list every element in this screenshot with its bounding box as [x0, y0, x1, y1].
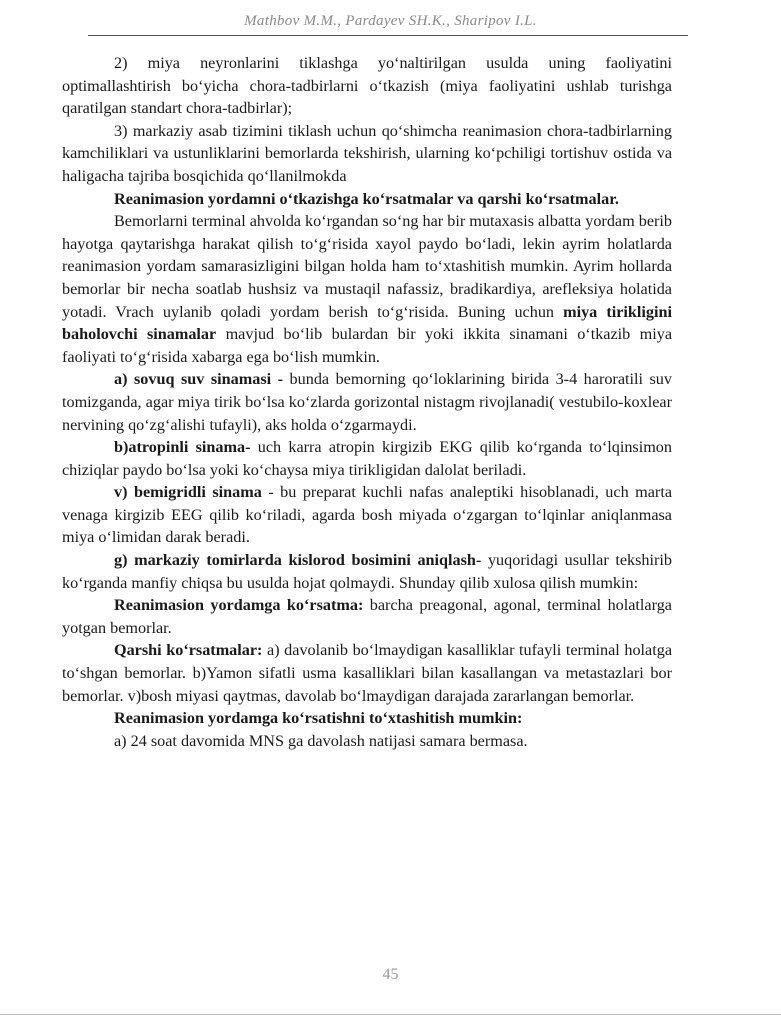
indication-label: Reanimasion yordamga ko‘rsatma:	[114, 596, 364, 615]
list-item-b-text: uch karra atropin kirgizib EKG qilib ko‘rganda to‘lqinsimon chiziqlar paydo bo‘lsa yoki ko‘chaysa miya tirikligidan dalolat beriladi.	[62, 438, 672, 479]
intro-bold-term: miya tirikligini baholovchi sinamalar	[62, 302, 673, 344]
contraindication-text: a) davolanib bo‘lmaydigan kasalliklar tufayli terminal holatga to‘shgan bemorlar. b)Yamon sifatli usma kasalliklari bilan kasallangan va metastazlari bor bemorlar. v)bosh miyasi qaytmas, davolab bo‘lmaydigan darajada zararlangan bemorlar.	[62, 641, 673, 705]
contraindication-label: Qarshi ko‘rsatmalar:	[114, 641, 263, 660]
paragraph-item-3: 3) markaziy asab tizimini tiklash uchun qo‘shimcha reanimasion chora-tadbirlarning kamchiliklari va ustunliklarini bemorlarda tekshirish, ularning ko‘pchiligi tortishuv ostida va haligacha tajriba bosqichida qo‘llanilmokda	[62, 121, 672, 185]
section-heading-stop	[62, 707, 672, 730]
running-header: Mathbov M.M., Pardayev SH.K., Sharipov I.L.	[244, 13, 537, 29]
page-number: 45	[382, 966, 399, 983]
list-item-g-label: g) markaziy tomirlarda kislorod bosimini aniqlash-	[114, 551, 482, 570]
intro-text-start: Bemorlarni terminal ahvolda ko‘rgandan so‘ng har bir mutaxasis albatta yordam berib hayotga qaytarishga harakat qilish to‘g‘risida xayol paydo bo‘ladi, lekin ayrim holatlarda reanimasion yordam samarasizligini bilgan holda ham to‘xtashitish mumkin. Ayrim hollarda bemorlar bir necha soatlab hushsiz va mustaqil nafassiz, bradikardiya, arefleksiya holatida yotadi. Vrach uylanib qoladi yordam berish to‘g‘risida. Buning uchun	[62, 212, 673, 321]
header-divider	[88, 35, 688, 36]
paragraph-item-2: 2) miya neyronlarini tiklashga yo‘naltirilgan usulda uning faoliyatini optimallashtirish bo‘yicha chora-tadbirlarni o‘tkazish (miya faoliyatini ushlab turishga qaratilgan standart chora-tadbirlar);	[62, 54, 672, 118]
section-heading-indications	[62, 188, 672, 211]
list-item-b-label: b)atropinli sinama-	[114, 438, 251, 457]
heading-text: Reanimasion yordamni o‘tkazishga ko‘rsatmalar va qarshi ko‘rsatmalar.	[114, 189, 619, 208]
list-item-g	[62, 549, 672, 594]
list-item-a-label: a) sovuq suv sinamasi -	[114, 370, 284, 389]
bottom-divider	[0, 1014, 781, 1015]
list-item-v-text: - bu preparat kuchli nafas analeptiki hisoblanadi, uch marta venaga kirgizib EEG qilib ko‘riladi, agarda bosh miyada o‘zgargan to‘lqinlar aniqlanmasa miya o‘limidan darak beradi.	[62, 483, 672, 547]
list-item-b	[62, 436, 672, 481]
intro-text-end: mavjud bo‘lib bulardan bir yoki ikkita sinamani o‘tkazib miya faoliyati to‘g‘risida xabarga ega bo‘lish mumkin.	[62, 325, 673, 366]
indication-text: barcha preagonal, agonal, terminal holatlarga yotgan bemorlar.	[62, 596, 672, 637]
paragraph-intro	[62, 210, 672, 368]
list-item-g-text: yuqoridagi usullar tekshirib ko‘rganda manfiy chiqsa bu usulda hojat qolmaydi. Shunday qilib xulosa qilish mumkin:	[62, 551, 672, 592]
list-item-v	[62, 481, 672, 549]
list-item-v-label: v) bemigridli sinama	[114, 483, 262, 502]
list-item-a	[62, 368, 672, 436]
contraindication-paragraph	[62, 639, 672, 707]
list-item-a-text: bunda bemorning qo‘loklarining birida 3-4 haroratili suv tomizganda, agar miya tirik bo‘lsa ko‘zlarda gorizontal nistagm rivojlanadi( vestubilo-koxlear nervining qo‘zg‘alishi tufayli), aks holda o‘zgarmaydi.	[62, 370, 672, 434]
indication-paragraph	[62, 594, 672, 639]
paragraph-last-line: a) 24 soat davomida MNS ga davolash natijasi samara bermasa.	[114, 731, 528, 750]
page-body	[62, 52, 672, 752]
heading-text: Reanimasion yordamga ko‘rsatishni to‘xtashitish mumkin:	[114, 709, 523, 728]
